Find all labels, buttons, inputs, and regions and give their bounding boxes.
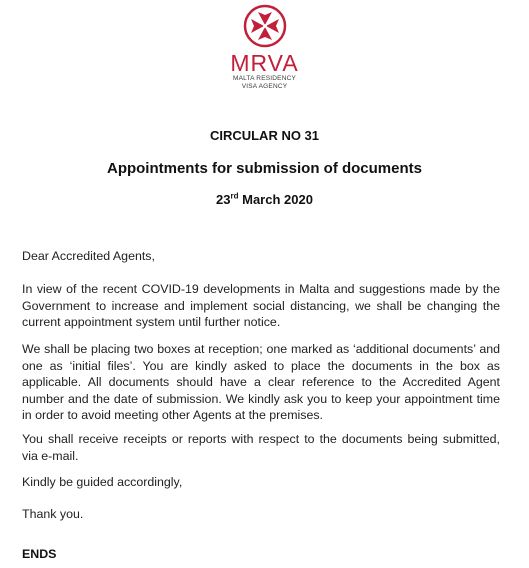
circular-subject: Appointments for submission of documents — [106, 160, 422, 177]
mrva-logo — [0, 4, 529, 91]
circular-number: CIRCULAR NO 31 — [209, 128, 320, 143]
paragraph-receipts: You shall receive receipts or reports with respect to the documents being submitted, via e-mail. — [22, 432, 500, 463]
logo-subtitle-line1: MALTA RESIDENCY — [232, 75, 297, 82]
paragraph-reception-boxes: We shall be placing two boxes at reception; one marked as ‘additional documents’ and one as ‘initial files’. You are kindly asked to place the documents in the box as applicable. All documents should have a clear reference to the Accredited Agent number and the date of submission. We kindly ask you to keep your appointment time in order to avoid meeting other Agents at the premises. — [22, 342, 500, 422]
circular-date — [0, 192, 529, 207]
logo-subtitle-line2: VISA AGENCY — [241, 83, 288, 90]
logo-wordmark: MRVA — [230, 50, 299, 76]
salutation: Dear Accredited Agents, — [22, 249, 155, 263]
date-month-year: March 2020 — [238, 192, 313, 207]
closing-guidance: Kindly be guided accordingly, — [22, 475, 183, 489]
maltese-cross-icon — [243, 4, 287, 48]
date-suffix: rd — [230, 191, 239, 201]
date-day: 23 — [216, 192, 231, 207]
closing-thanks: Thank you. — [22, 507, 84, 521]
ends-marker: ENDS — [22, 547, 57, 561]
paragraph-covid-update: In view of the recent COVID-19 developments in Malta and suggestions made by the Government to increase and implement social distancing, we shall be changing the current appointment system until further notice. — [22, 282, 500, 329]
